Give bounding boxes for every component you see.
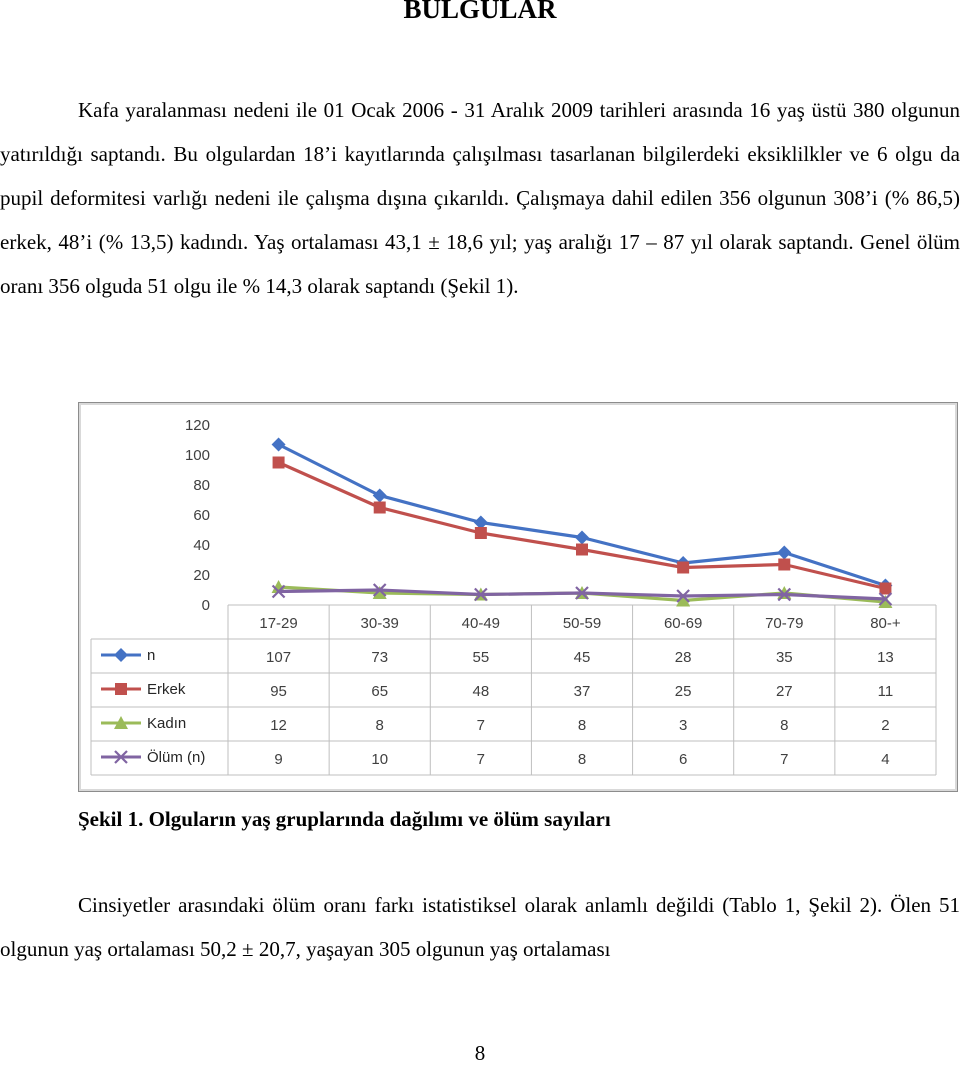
data-point-marker — [374, 502, 386, 514]
legend-label: n — [147, 647, 156, 664]
table-cell-value: 8 — [577, 751, 587, 768]
table-cell-value: 95 — [270, 683, 287, 700]
table-cell-value: 11 — [877, 683, 894, 700]
y-tick-label: 40 — [193, 537, 210, 554]
series-line-0 — [279, 445, 886, 586]
data-point-marker — [475, 527, 487, 539]
table-cell-value: 28 — [674, 649, 692, 666]
table-cell-value: 7 — [476, 751, 486, 768]
x-category-label: 80-+ — [870, 615, 901, 632]
table-cell-value: 27 — [775, 683, 793, 700]
legend-label: Ölüm (n) — [147, 749, 206, 766]
y-tick-label: 0 — [201, 597, 210, 614]
table-cell-value: 4 — [881, 751, 890, 768]
intro-paragraph: Kafa yaralanması nedeni ile 01 Ocak 2006 - 31 Aralık 2009 tarihleri arasında 16 yaş üstü 380 olgunun yatırıldığı saptandı. Bu olgulardan 18’i kayıtlarında çalışılması tasarlanan bilgilerdeki eksiklilkler ve 6 olgu da pupil deformitesi varlığı nedeni ile çalışma dışına çıkarıldı. Çalışmaya dahil edilen 356 olgunun 308’i (% 86,5) erkek, 48’i (% 13,5) kadındı. Yaş ortalaması 43,1 ± 18,6 yıl; yaş aralığı 17 – 87 yıl olarak saptandı. Genel ölüm oranı 356 olguda 51 olgu ile % 14,3 olarak saptandı (Şekil 1). — [0, 98, 960, 298]
data-point-marker — [677, 562, 689, 574]
y-tick-label: 120 — [184, 417, 210, 434]
table-cell-value: 73 — [371, 649, 389, 666]
data-point-marker — [273, 457, 285, 469]
table-cell-value: 10 — [371, 751, 389, 768]
data-point-marker — [879, 583, 891, 595]
section-heading: BULGULAR — [403, 0, 557, 24]
x-category-label: 40-49 — [461, 615, 501, 632]
figure-caption: Şekil 1. Olguların yaş gruplarında dağılımı ve ölüm sayıları — [78, 807, 611, 831]
table-cell-value: 13 — [877, 649, 894, 666]
figure-1-chart — [78, 402, 958, 792]
table-cell-value: 48 — [472, 683, 490, 700]
table-cell-value: 7 — [780, 751, 789, 768]
series-line-1 — [279, 463, 886, 589]
table-cell-value: 9 — [274, 751, 283, 768]
table-cell-value: 8 — [375, 717, 384, 734]
x-category-label: 30-39 — [360, 615, 399, 632]
y-tick-label: 100 — [184, 447, 210, 464]
table-cell-value: 37 — [573, 683, 591, 700]
table-cell-value: 8 — [577, 717, 587, 734]
data-point-marker — [575, 531, 589, 545]
table-cell-value: 3 — [678, 717, 688, 734]
legend-label: Erkek — [147, 681, 186, 698]
table-cell-value: 6 — [678, 751, 688, 768]
table-cell-value: 55 — [472, 649, 490, 666]
table-cell-value: 2 — [881, 717, 890, 734]
continuation-paragraph: Cinsiyetler arasındaki ölüm oranı farkı istatistiksel olarak anlamlı değildi (Tablo 1, Şekil 2). Ölen 51 olgunun yaş ortalaması 50,2 ± 20,7, yaşayan 305 olgunun yaş ortalaması — [0, 893, 960, 961]
table-cell-value: 45 — [573, 649, 591, 666]
page-number: 8 — [474, 1041, 486, 1065]
data-point-marker — [576, 544, 588, 556]
legend-key-marker — [115, 683, 127, 695]
data-point-marker — [778, 559, 790, 571]
y-tick-label: 20 — [193, 567, 210, 584]
x-category-label: 60-69 — [663, 615, 703, 632]
table-cell-value: 25 — [674, 683, 692, 700]
x-category-label: 70-79 — [765, 615, 804, 632]
line-chart-with-data-table — [79, 403, 959, 793]
data-point-marker — [777, 546, 791, 560]
table-cell-value: 7 — [476, 717, 486, 734]
legend-key-marker — [114, 648, 128, 662]
table-cell-value: 35 — [775, 649, 793, 666]
y-tick-label: 80 — [193, 477, 210, 494]
y-tick-label: 60 — [193, 507, 210, 524]
table-cell-value: 107 — [266, 649, 292, 666]
table-cell-value: 8 — [780, 717, 789, 734]
table-cell-value: 65 — [371, 683, 389, 700]
table-cell-value: 12 — [270, 717, 287, 734]
data-point-marker — [272, 438, 286, 452]
legend-label: Kadın — [147, 715, 187, 732]
x-category-label: 50-59 — [562, 615, 602, 632]
x-category-label: 17-29 — [259, 615, 298, 632]
data-point-marker — [373, 489, 387, 503]
